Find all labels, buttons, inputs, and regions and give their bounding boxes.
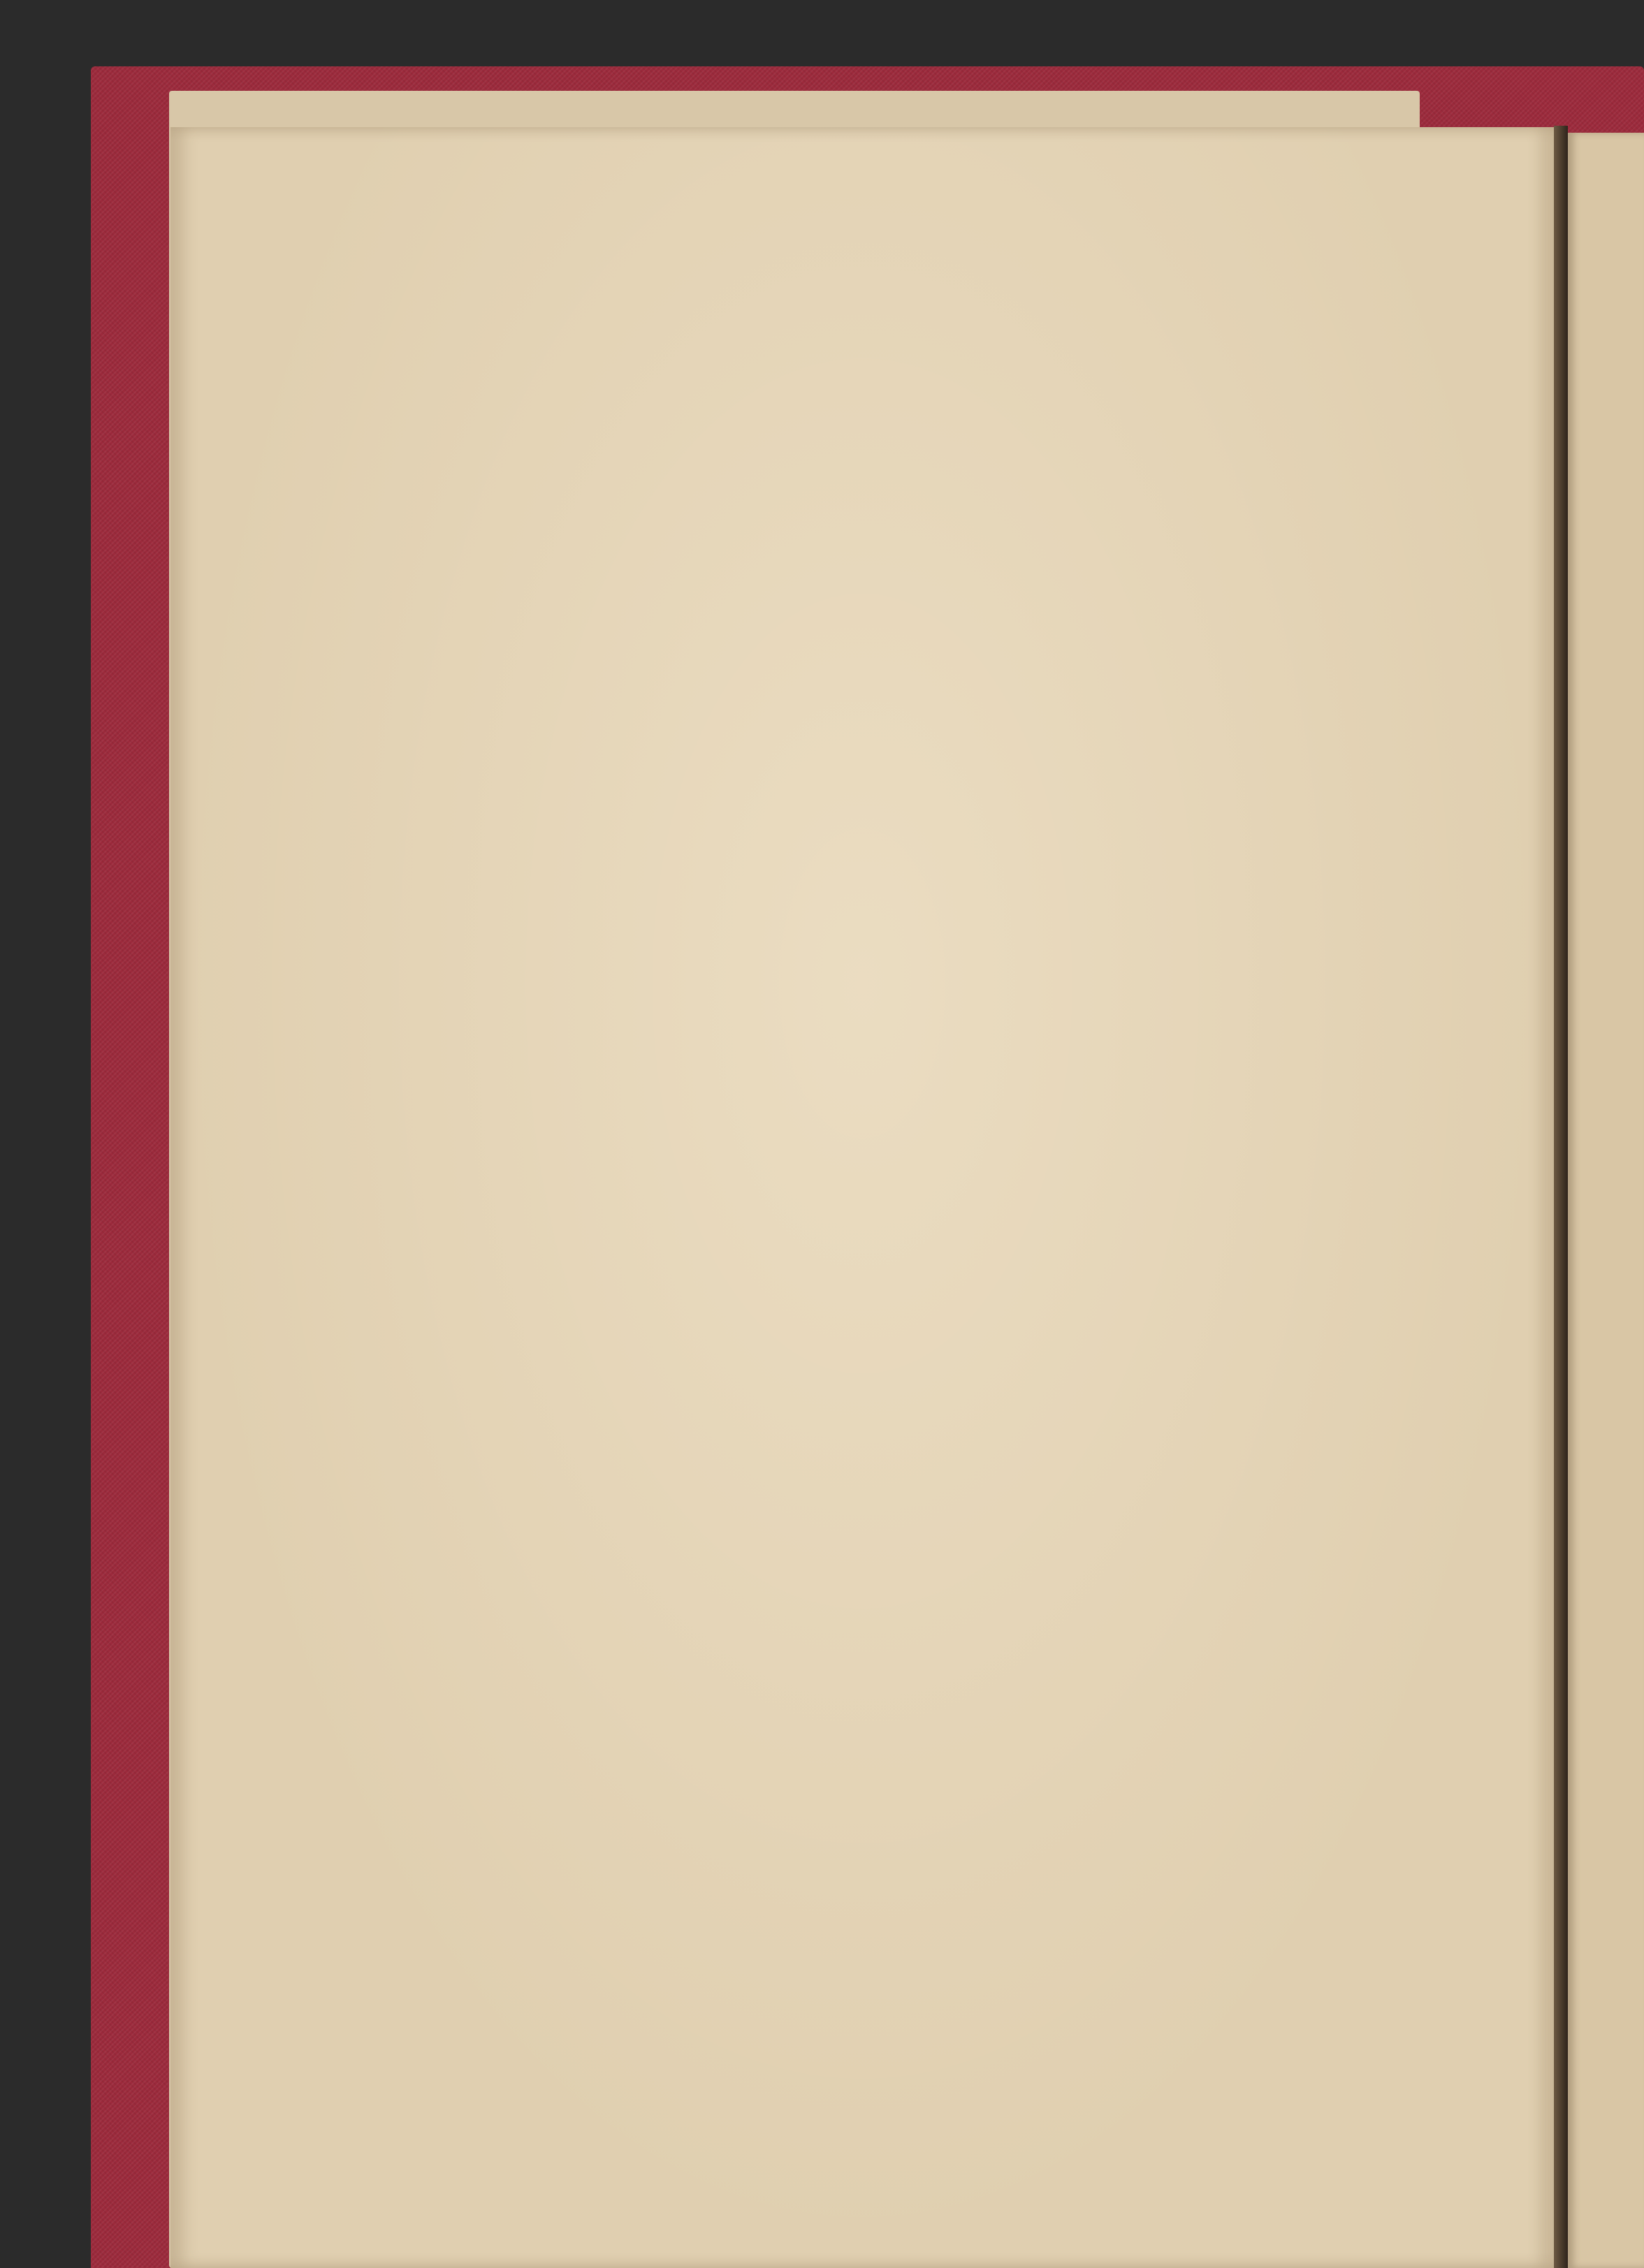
book-page	[170, 127, 1554, 2268]
book-gutter	[1554, 126, 1568, 2268]
facing-page	[1568, 133, 1644, 2268]
page-header	[412, 279, 1153, 314]
